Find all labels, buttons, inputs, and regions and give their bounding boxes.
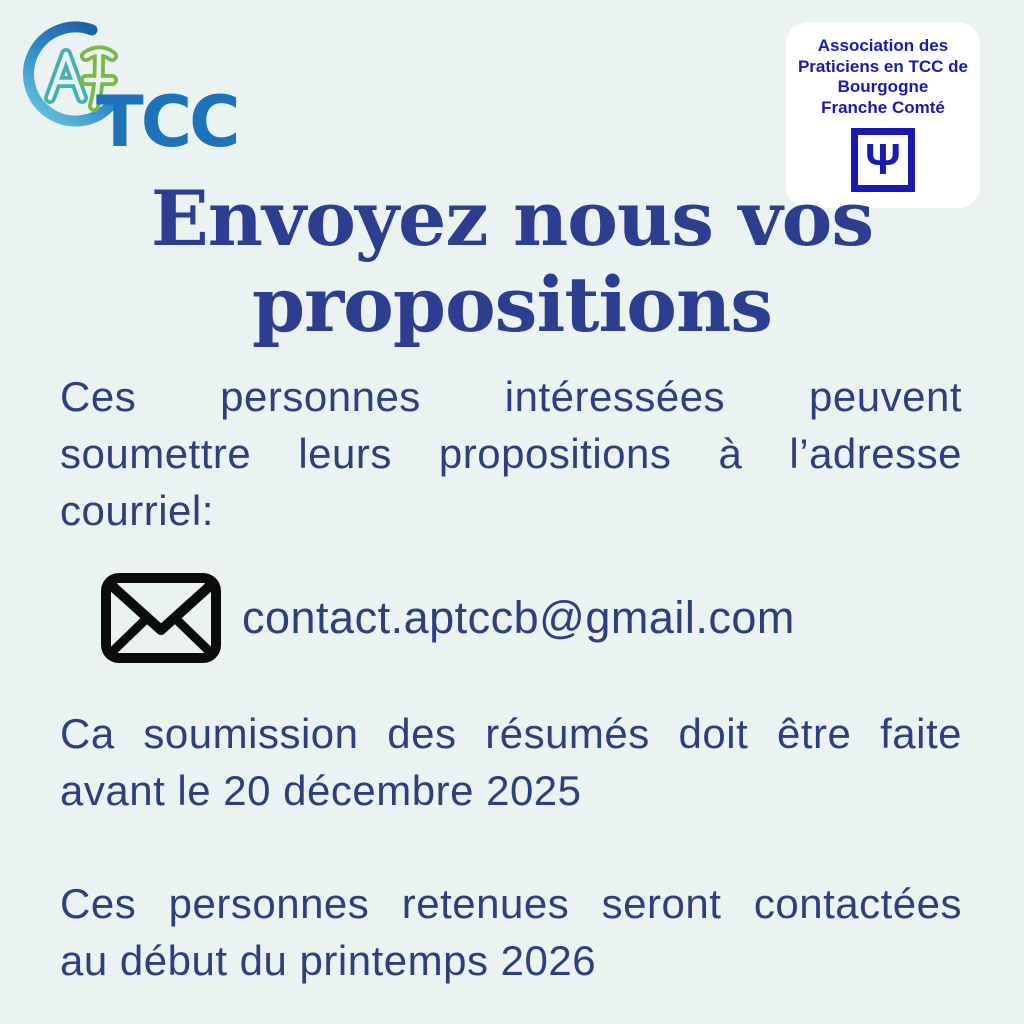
association-name-line: Praticiens en TCC de	[797, 56, 968, 76]
intro-line: Ces personnes intéressées peuvent	[60, 373, 962, 420]
intro-paragraph	[60, 368, 962, 539]
notification-paragraph	[60, 875, 962, 989]
association-name-line: Franche Comté	[821, 98, 945, 118]
association-name-line: Bourgogne	[837, 77, 929, 97]
intro-line: soumettre leurs propositions à l’adresse	[60, 430, 962, 477]
psi-icon: Ψ	[865, 134, 901, 184]
intro-line: courriel:	[60, 487, 214, 534]
deadline-line: Ca soumission des résumés doit être faite	[60, 710, 962, 757]
page-title	[0, 176, 1024, 348]
deadline-line: avant le 20 décembre 2025	[60, 767, 582, 814]
aftcc-logo	[12, 10, 272, 160]
title-line-1: Envoyez nous vos	[150, 174, 874, 263]
deadline-paragraph	[60, 705, 962, 819]
notification-line: Ces personnes retenues seront contactées	[60, 880, 962, 927]
notification-line: au début du printemps 2026	[60, 937, 597, 984]
email-address: contact.aptccb@gmail.com	[242, 592, 795, 643]
email-row	[100, 572, 962, 664]
tcc-wordmark: TCC	[96, 81, 238, 160]
association-name	[798, 36, 968, 119]
association-name-line: Association des	[817, 36, 949, 55]
title-line-2: propositions	[251, 259, 773, 349]
envelope-icon	[100, 572, 222, 664]
